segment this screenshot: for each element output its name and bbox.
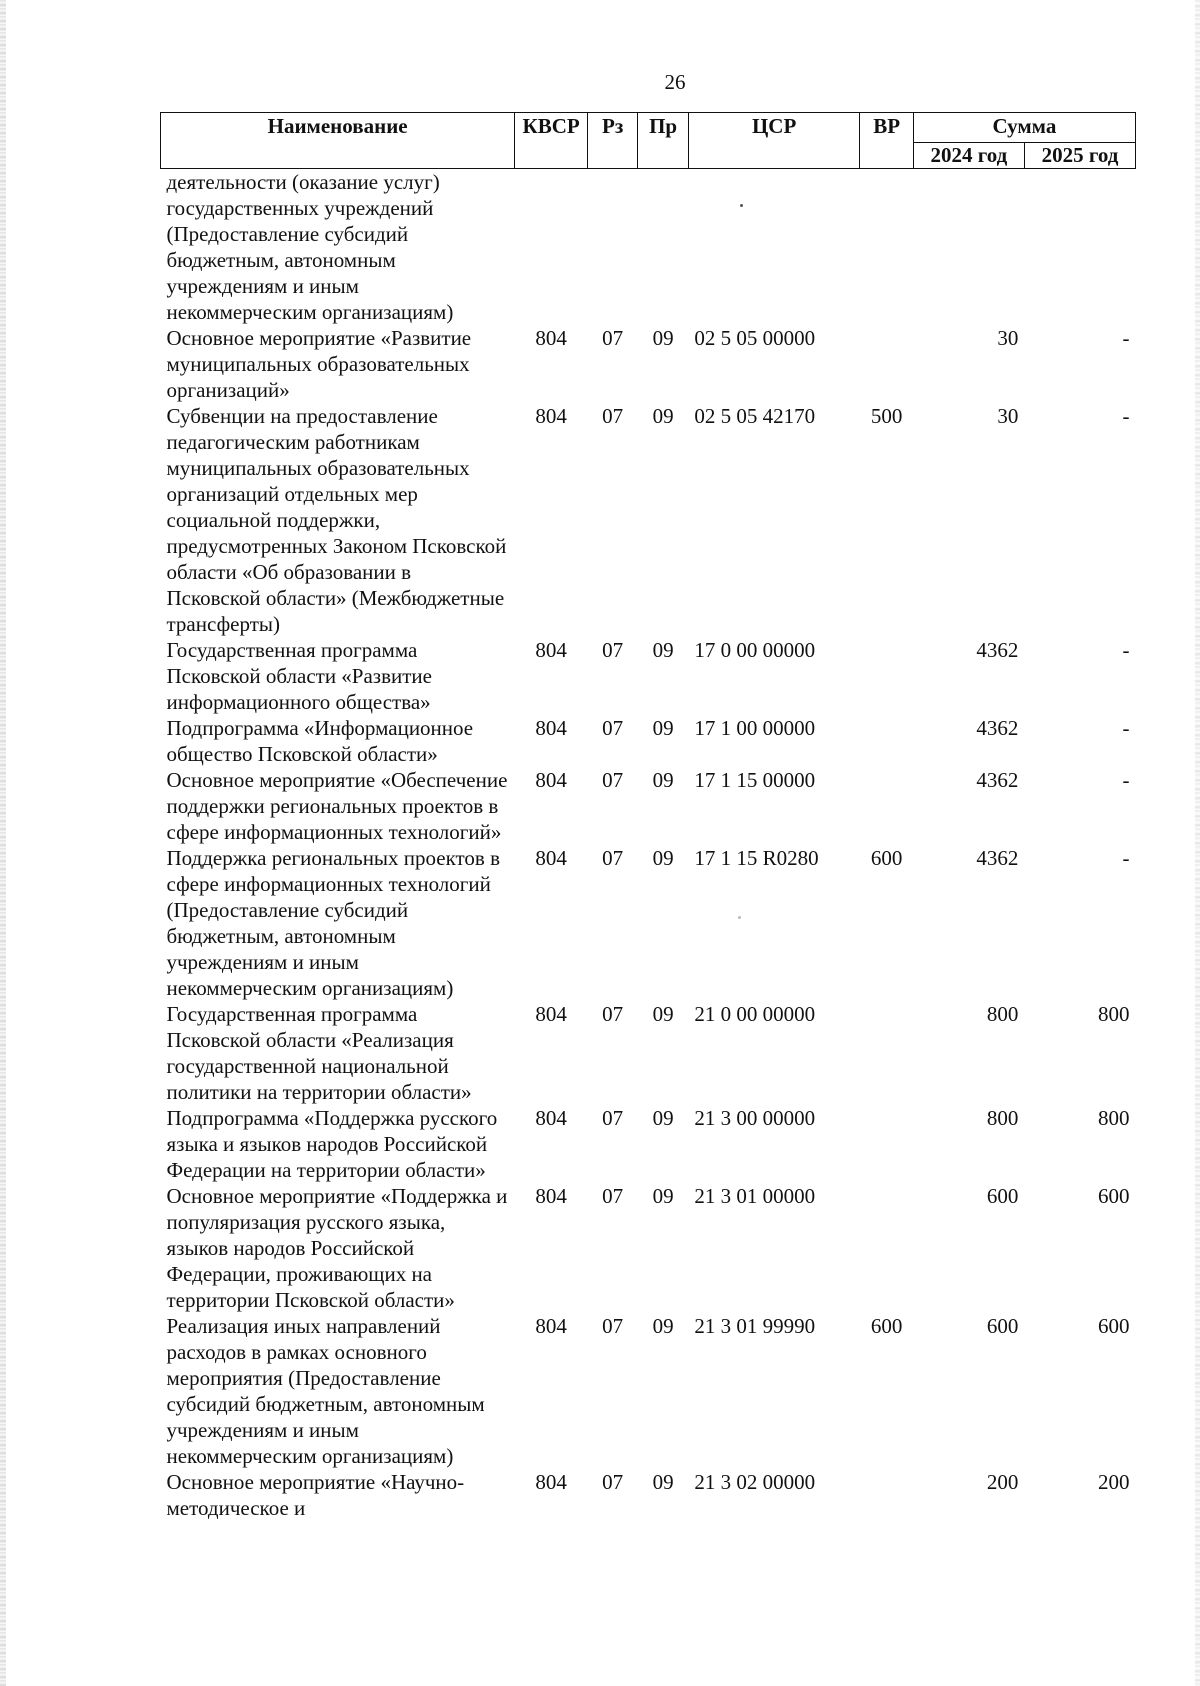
row-sum-2024: 30	[997, 404, 1019, 428]
row-pr: 09	[652, 404, 674, 428]
row-pr: 09	[652, 1184, 674, 1208]
row-csr: 17 0 00 00000	[694, 638, 816, 662]
row-sum-2025: 800	[1098, 1002, 1130, 1026]
row-kvsr: 804	[535, 1184, 567, 1208]
row-pr: 09	[652, 846, 674, 870]
header-year-2025: 2025 год	[1024, 142, 1135, 168]
row-sum-2025: 800	[1098, 1106, 1130, 1130]
table-row	[161, 845, 1136, 1001]
table-row	[161, 1105, 1136, 1183]
row-vr	[860, 767, 913, 845]
row-pr: 09	[652, 768, 674, 792]
row-sum-2025: -	[1122, 716, 1130, 740]
budget-table	[160, 112, 1136, 1521]
table-row	[161, 637, 1136, 715]
row-sum-2025: -	[1122, 404, 1130, 428]
row-kvsr: 804	[535, 716, 567, 740]
row-pr: 09	[652, 1470, 674, 1494]
row-sum-2025: -	[1122, 326, 1130, 350]
row-kvsr: 804	[535, 1106, 567, 1130]
row-pr: 09	[652, 1002, 674, 1026]
row-pr: 09	[652, 716, 674, 740]
row-sum-2025: 600	[1098, 1314, 1130, 1338]
table-row	[161, 1183, 1136, 1313]
row-kvsr: 804	[535, 638, 567, 662]
row-sum-2025: 200	[1098, 1470, 1130, 1494]
row-kvsr: 804	[535, 404, 567, 428]
header-pr: Пр	[638, 113, 688, 169]
table-row	[161, 715, 1136, 767]
row-vr	[860, 637, 913, 715]
row-csr: 17 1 15 R0280	[694, 846, 819, 870]
table-row	[161, 325, 1136, 403]
row-rz: 07	[602, 846, 624, 870]
row-name: Реализация иных направлений расходов в рамках основного мероприятия (Предоставление субсидий бюджетным, автономным учреждениям и иным некоммерческим организациям)	[166, 1314, 485, 1468]
row-name: Государственная программа Псковской области «Реализация государственной национальной политики на территории области»	[166, 1002, 472, 1104]
table-row	[161, 1001, 1136, 1105]
header-name: Наименование	[161, 113, 515, 169]
row-pr: 09	[652, 326, 674, 350]
row-vr: 500	[870, 404, 903, 428]
row-rz: 07	[602, 1002, 624, 1026]
scan-speck	[740, 204, 743, 207]
table-body	[161, 169, 1136, 1522]
row-sum-2024: 4362	[976, 846, 1019, 870]
row-csr	[688, 169, 860, 326]
header-year-2024: 2024 год	[913, 142, 1024, 168]
header-vr: ВР	[860, 113, 913, 169]
row-csr: 17 1 00 00000	[694, 716, 816, 740]
row-sum-2024: 600	[986, 1314, 1019, 1338]
table-row	[161, 767, 1136, 845]
row-vr	[860, 1001, 913, 1105]
page-number: 26	[664, 70, 686, 94]
row-rz: 07	[602, 1470, 624, 1494]
row-kvsr: 804	[535, 1470, 567, 1494]
header-rz: Рз	[587, 113, 637, 169]
row-sum-2024: 4362	[976, 716, 1019, 740]
table-row	[161, 403, 1136, 637]
row-vr	[860, 715, 913, 767]
scan-speck	[738, 916, 741, 919]
header-sum: Сумма	[913, 113, 1135, 143]
row-rz	[587, 169, 637, 326]
row-vr	[860, 1105, 913, 1183]
row-csr: 21 3 00 00000	[694, 1106, 816, 1130]
row-kvsr: 804	[535, 1002, 567, 1026]
table-header	[161, 113, 1136, 169]
row-vr	[860, 169, 913, 326]
table-row	[161, 1469, 1136, 1521]
row-name: Основное мероприятие «Развитие муниципальных образовательных организаций»	[166, 326, 472, 402]
row-vr: 600	[870, 1314, 903, 1338]
row-sum-2024: 30	[997, 326, 1019, 350]
row-csr: 21 3 01 00000	[694, 1184, 816, 1208]
row-sum-2024: 4362	[976, 638, 1019, 662]
row-csr: 21 3 01 99990	[694, 1314, 816, 1338]
row-csr: 21 0 00 00000	[694, 1002, 816, 1026]
row-sum-2024: 200	[986, 1470, 1019, 1494]
row-vr: 600	[870, 846, 903, 870]
row-csr: 21 3 02 00000	[694, 1470, 816, 1494]
row-csr: 02 5 05 00000	[694, 326, 816, 350]
row-name: Основное мероприятие «Обеспечение поддержки региональных проектов в сфере информационных технологий»	[166, 768, 508, 844]
row-sum-2025	[1024, 169, 1135, 326]
row-sum-2024	[913, 169, 1024, 326]
row-name: деятельности (оказание услуг) государственных учреждений (Предоставление субсидий бюджетным, автономным учреждениям и иным некоммерческим организациям)	[166, 170, 454, 324]
row-pr: 09	[652, 1106, 674, 1130]
row-sum-2024: 800	[986, 1002, 1019, 1026]
row-pr: 09	[652, 1314, 674, 1338]
row-name: Поддержка региональных проектов в сфере информационных технологий (Предоставление субсидий бюджетным, автономным учреждениям и иным некоммерческим организациям)	[166, 846, 501, 1000]
scan-edge-right	[1195, 0, 1200, 1686]
row-pr: 09	[652, 638, 674, 662]
row-rz: 07	[602, 326, 624, 350]
row-rz: 07	[602, 404, 624, 428]
header-csr: ЦСР	[688, 113, 860, 169]
row-kvsr: 804	[535, 1314, 567, 1338]
row-name: Подпрограмма «Информационное общество Псковской области»	[166, 716, 474, 766]
row-kvsr: 804	[535, 846, 567, 870]
row-sum-2025: 600	[1098, 1184, 1130, 1208]
table-row	[161, 169, 1136, 326]
row-vr	[860, 1183, 913, 1313]
row-kvsr: 804	[535, 326, 567, 350]
row-kvsr: 804	[535, 768, 567, 792]
row-name: Основное мероприятие «Научно-методическое и	[166, 1470, 465, 1520]
row-rz: 07	[602, 1106, 624, 1130]
row-vr	[860, 1469, 913, 1521]
row-sum-2025: -	[1122, 846, 1130, 870]
row-sum-2024: 4362	[976, 768, 1019, 792]
row-sum-2024: 800	[986, 1106, 1019, 1130]
scan-edge-left	[0, 0, 6, 1686]
row-name: Подпрограмма «Поддержка русского языка и языков народов Российской Федерации на территории области»	[166, 1106, 498, 1182]
row-sum-2025: -	[1122, 768, 1130, 792]
row-csr: 17 1 15 00000	[694, 768, 816, 792]
row-rz: 07	[602, 638, 624, 662]
table-row	[161, 1313, 1136, 1469]
row-kvsr	[515, 169, 588, 326]
row-sum-2025: -	[1122, 638, 1130, 662]
row-rz: 07	[602, 1184, 624, 1208]
row-name: Субвенции на предоставление педагогическим работникам муниципальных образовательных организаций отдельных мер социальной поддержки, предусмотренных Законом Псковской области «Об образовании в Псковской области» (Межбюджетные трансферты)	[166, 404, 507, 636]
row-name: Государственная программа Псковской области «Развитие информационного общества»	[166, 638, 432, 714]
row-rz: 07	[602, 1314, 624, 1338]
row-pr	[638, 169, 688, 326]
header-kvsr: КВСР	[515, 113, 588, 169]
row-vr	[860, 325, 913, 403]
row-csr: 02 5 05 42170	[694, 404, 816, 428]
row-name: Основное мероприятие «Поддержка и популяризация русского языка, языков народов Российской Федерации, проживающих на территории Псковской области»	[166, 1184, 508, 1312]
row-rz: 07	[602, 768, 624, 792]
row-rz: 07	[602, 716, 624, 740]
row-sum-2024: 600	[986, 1184, 1019, 1208]
